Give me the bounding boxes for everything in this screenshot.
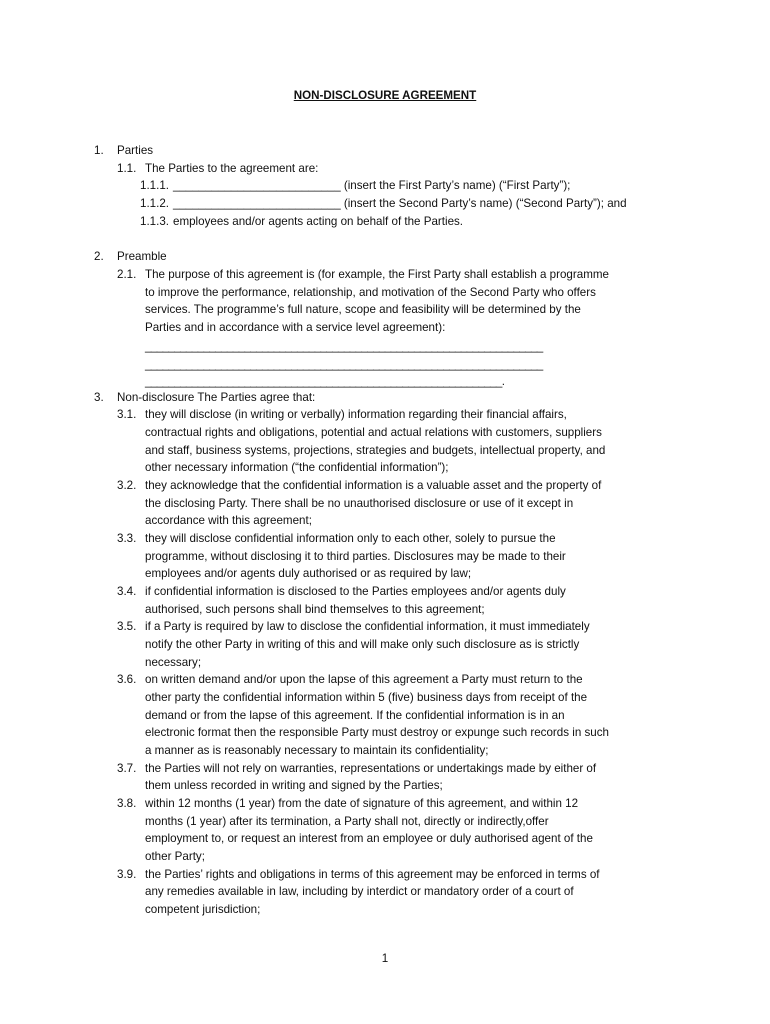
clause-number: 3.3. [117,532,137,545]
section-heading-preamble: Preamble [117,250,167,263]
subclause-line: __________________________ (insert the First Party’s name) (“First Party”); [173,179,571,192]
clause-line: Parties and in accordance with a service level agreement): [145,321,446,334]
section-number: 3. [94,391,104,404]
clause-line: them unless recorded in writing and signed by the Parties; [145,779,443,792]
clause-number: 3.5. [117,620,137,633]
blank-fill-line: ____________________________________________________________________ [145,358,543,371]
subclause-number: 1.1.1. [140,179,170,192]
clause-number: 3.7. [117,762,137,775]
subclause-line: employees and/or agents acting on behalf of the Parties. [173,215,464,228]
page-number: 1 [381,952,389,965]
clause-line: services. The programme’s full nature, scope and feasibility will be determined by the [145,303,581,316]
section-heading-non-disclosure: Non-disclosure The Parties agree that: [117,391,316,404]
clause-number: 3.8. [117,797,137,810]
clause-number: 3.9. [117,868,137,881]
clause-line: authorised, such persons shall bind themselves to this agreement; [145,603,485,616]
clause-line: contractual rights and obligations, potential and actual relations with customers, suppliers [145,426,602,439]
clause-line: within 12 months (1 year) from the date of signature of this agreement, and within 12 [145,797,579,810]
clause-line: accordance with this agreement; [145,514,312,527]
clause-line: they acknowledge that the confidential information is a valuable asset and the property of [145,479,602,492]
clause-line: employment to, or request an interest from an employee or duly authorised agent of the [145,832,593,845]
clause-line: if a Party is required by law to disclose the confidential information, it must immediately [145,620,590,633]
clause-line: they will disclose (in writing or verbally) information regarding their financial affairs, [145,408,567,421]
clause-line: if confidential information is disclosed to the Parties employees and/or agents duly [145,585,566,598]
clause-line: a manner as is reasonably necessary to maintain its confidentiality; [145,744,489,757]
clause-line: The Parties to the agreement are: [145,162,319,175]
clause-line: The purpose of this agreement is (for example, the First Party shall establish a programme [145,268,609,281]
clause-number: 3.1. [117,408,137,421]
section-heading-parties: Parties [117,144,154,157]
clause-line: the Parties’ rights and obligations in terms of this agreement may be enforced in terms of [145,868,600,881]
clause-line: other Party; [145,850,205,863]
blank-fill-line: ____________________________________________________________________ [145,340,543,353]
clause-number: 3.6. [117,673,137,686]
section-number: 2. [94,250,104,263]
clause-line: months (1 year) after its termination, a Party shall not, directly or indirectly,offer [145,815,549,828]
subclause-number: 1.1.2. [140,197,170,210]
clause-line: to improve the performance, relationship, and motivation of the Second Party who offers [145,286,596,299]
clause-line: on written demand and/or upon the lapse of this agreement a Party must return to the [145,673,583,686]
clause-number: 1.1. [117,162,137,175]
blank-fill-line: _____________________________________________________________. [145,375,505,388]
clause-line: they will disclose confidential information only to each other, solely to pursue the [145,532,556,545]
clause-line: electronic format then the responsible Party must destroy or expunge such records in such [145,726,609,739]
subclause-line: __________________________ (insert the Second Party’s name) (“Second Party”); and [173,197,627,210]
clause-line: the disclosing Party. There shall be no unauthorised disclosure or use of it except in [145,497,574,510]
clause-line: other party the confidential information within 5 (five) business days from receipt of the [145,691,588,704]
clause-line: necessary; [145,656,202,669]
clause-line: any remedies available in law, including by interdict or mandatory order of a court of [145,885,574,898]
clause-number: 2.1. [117,268,137,281]
clause-line: other necessary information (“the confidential information”); [145,461,449,474]
clause-line: notify the other Party in writing of this and will make only such disclosure as is strictly [145,638,580,651]
document-title: NON-DISCLOSURE AGREEMENT [293,89,477,102]
subclause-number: 1.1.3. [140,215,170,228]
clause-line: and staff, business systems, projections, strategies and budgets, intellectual property, and [145,444,606,457]
clause-line: programme, without disclosing it to third parties. Disclosures may be made to their [145,550,566,563]
section-number: 1. [94,144,104,157]
clause-line: demand or from the lapse of this agreement. If the confidential information is in an [145,709,565,722]
clause-line: the Parties will not rely on warranties, representations or undertakings made by either of [145,762,597,775]
clause-number: 3.4. [117,585,137,598]
clause-line: competent jurisdiction; [145,903,261,916]
clause-line: employees and/or agents duly authorised or as required by law; [145,567,472,580]
clause-number: 3.2. [117,479,137,492]
